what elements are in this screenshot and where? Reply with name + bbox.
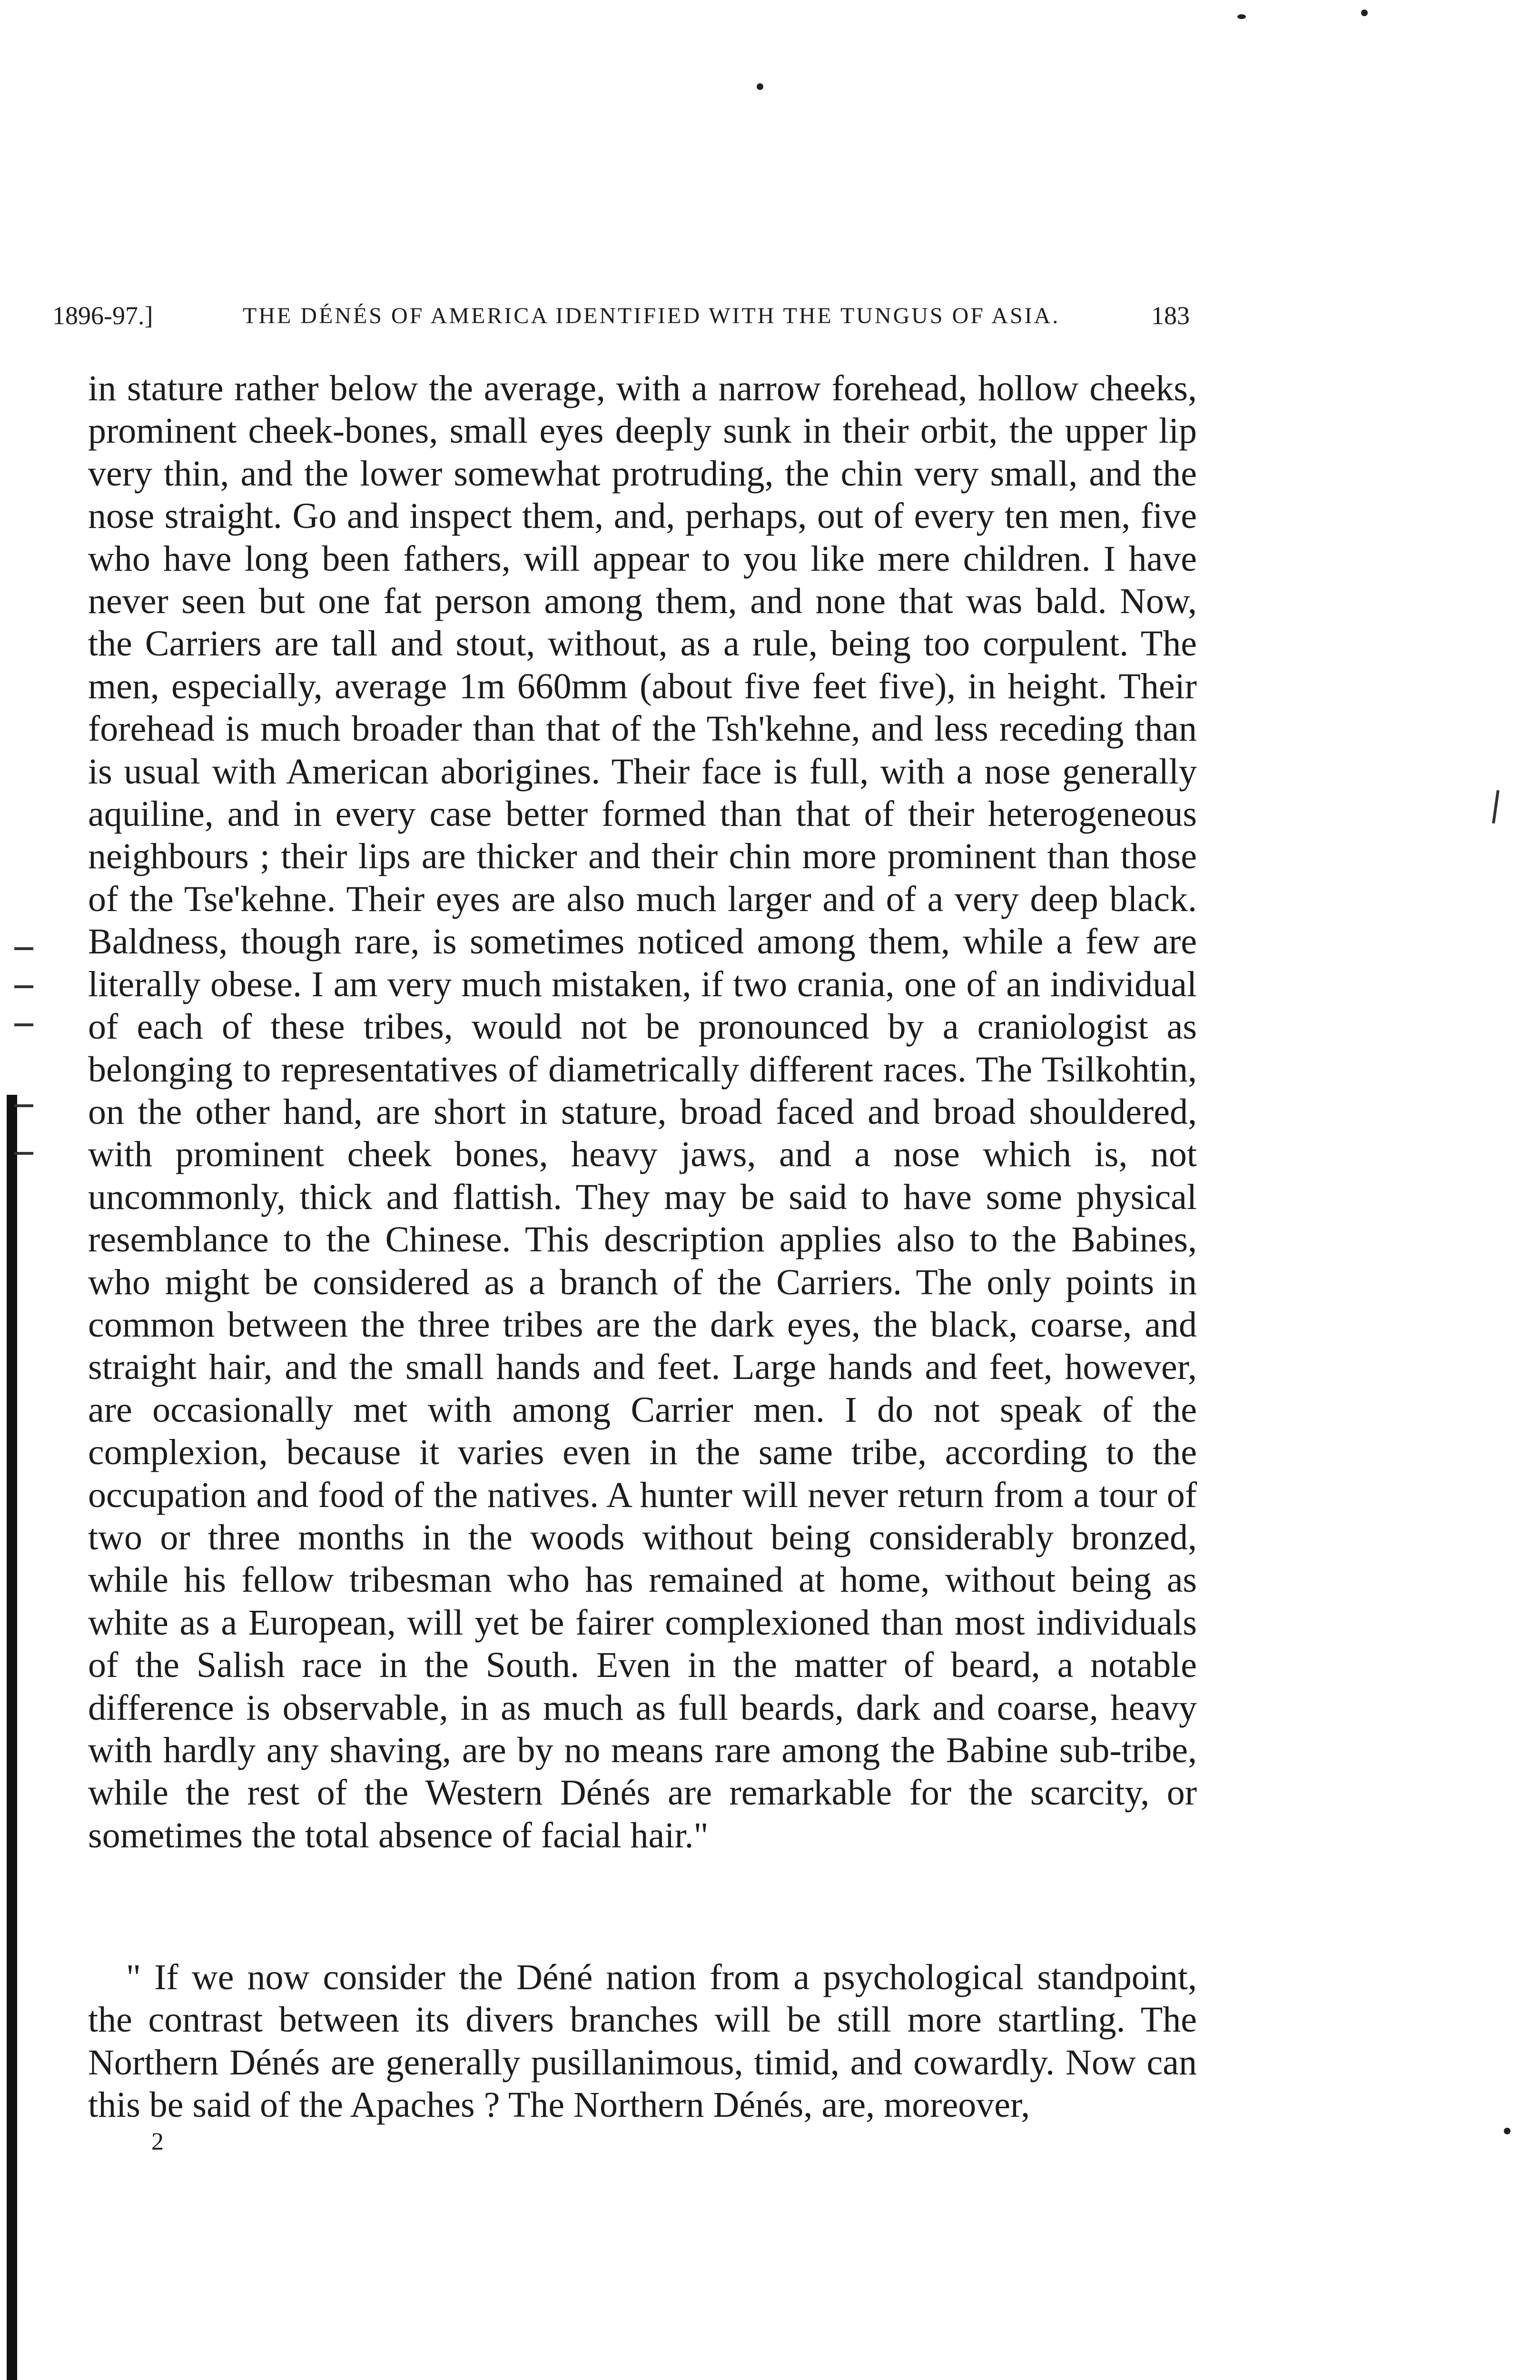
header-year: 1896-97.] <box>52 301 153 330</box>
margin-tick <box>14 985 33 988</box>
margin-tick <box>14 947 33 950</box>
scan-speck <box>1504 2128 1510 2134</box>
running-header <box>52 301 1190 339</box>
scan-speck <box>757 83 763 90</box>
signature-mark: 2 <box>151 2128 164 2155</box>
paragraph-1: in stature rather below the average, with a narrow forehead, hollow cheeks, prominent cheek-bones, small eyes deeply sunk in their orbit, the upper lip very thin, and the lower somewhat protruding, the chin very small, and the nose straight. Go and inspect them, and, perhaps, out of every ten men, five who have long been fathers, will appear to you like mere children. I have never seen but one fat person among them, and none that was bald. Now, the Carriers are tall and stout, without, as a rule, being too corpulent. The men, especially, average 1m 660mm (about five feet five), in height. Their forehead is much broader than that of the Tsh'kehne, and less receding than is usual with American aborigines. Their face is full, with a nose generally aquiline, and in every case better formed than that of their heterogeneous neighbours ; their lips are thicker and their chin more prominent than those of the Tse'kehne. Their eyes are also much larger and of a very deep black. Baldness, though rare, is sometimes noticed among them, while a few are literally obese. I am very much mistaken, if two crania, one of an individual of each of these tribes, would not be pronounced by a craniologist as belonging to representatives of diametrically different races. The Tsilkohtin, on the other hand, are short in stature, broad faced and broad shouldered, with prominent cheek bones, heavy jaws, and a nose which is, not uncommonly, thick and flattish. They may be said to have some physical resemblance to the Chinese. This description applies also to the Babines, who might be considered as a branch of the Carriers. The only points in common between the three tribes are the dark eyes, the black, coarse, and straight hair, and the small hands and feet. Large hands and feet, however, are occasionally met with among Carrier men. I do not speak of the complexion, because it varies even in the same tribe, according to the occupation and food of the natives. A hunter will never return from a tour of two or three months in the woods without being considerably bronzed, while his fellow tribesman who has remained at home, without being as white as a European, will yet be fairer complexioned than most individuals of the Salish race in the South. Even in the matter of beard, a notable difference is observable, in as much as full beards, dark and coarse, heavy with hardly any shaving, are by no means rare among the Babine sub-tribe, while the rest of the Western Dénés are remarkable for the scarcity, or sometimes the total absence of facial hair." <box>88 368 1197 1855</box>
paragraph-2: " If we now consider the Déné nation from a psychological standpoint, the contrast between its divers branches will be still more startling. The Northern Dénés are generally pusillanimous, timid, and cowardly. Now can this be said of the Apaches ? The Northern Dénés, are, moreover, <box>88 1957 1197 2125</box>
margin-tick <box>14 1152 33 1155</box>
margin-tick <box>14 1104 33 1107</box>
margin-tick <box>14 1023 33 1026</box>
header-title: THE DÉNÉS OF AMERICA IDENTIFIED WITH THE TUNGUS OF ASIA. <box>243 303 1060 328</box>
scan-line <box>1492 790 1500 823</box>
scan-speck <box>1237 14 1246 19</box>
scan-speck <box>1361 10 1368 16</box>
binding-edge-bar <box>7 1095 17 2380</box>
page-number: 183 <box>1151 301 1190 330</box>
